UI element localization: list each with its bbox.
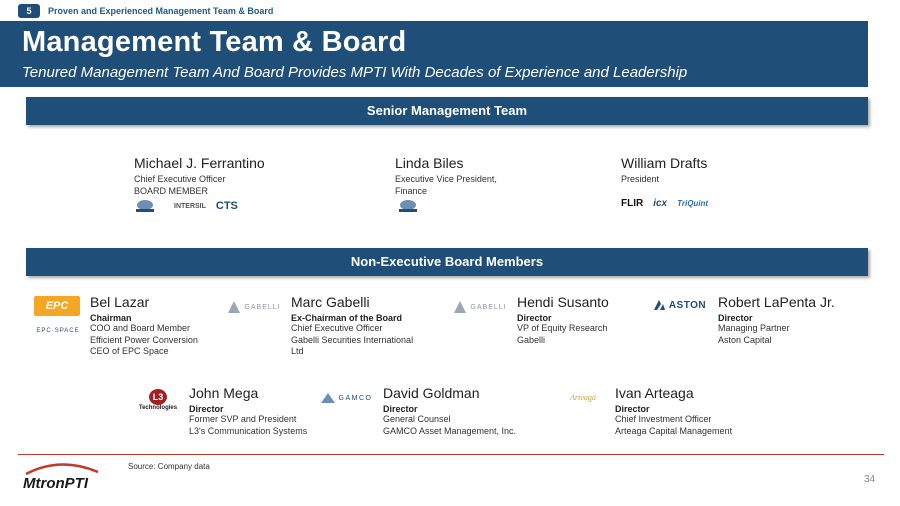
footer-divider: [18, 454, 884, 455]
person-name: David Goldman: [383, 385, 480, 401]
management-person-biles: [395, 155, 497, 197]
board-member-mega: [189, 385, 307, 437]
gamco-logo: GAMCO: [314, 389, 378, 407]
person-name: Marc Gabelli: [291, 294, 370, 310]
person-title: Executive Vice President,: [395, 174, 497, 184]
person-role: Ex-Chairman of the Board: [291, 313, 403, 323]
triquint-logo: TriQuint: [677, 199, 709, 208]
person-title: Finance: [395, 185, 428, 196]
person-title: Former SVP and President: [189, 414, 297, 424]
person-title: Gabelli: [517, 334, 546, 345]
page-title: Management Team & Board: [22, 26, 407, 58]
board-member-goldman: [383, 385, 516, 437]
person-name: Hendi Susanto: [517, 294, 609, 310]
person-title: Chief Executive Officer: [291, 323, 383, 333]
aston-mark-icon: [652, 299, 666, 311]
elta-logo: [134, 199, 156, 213]
person-role: Director: [615, 404, 650, 414]
flir-logo: FLIR: [621, 198, 644, 209]
management-person-ferrantino: [134, 155, 265, 197]
person-title: Chief Investment Officer: [615, 414, 712, 424]
board-member-lapenta: [718, 294, 835, 346]
person-title: Chief Executive Officer: [134, 174, 226, 184]
person-title: BOARD MEMBER: [134, 185, 209, 196]
page-subtitle: Tenured Management Team And Board Provides MPTI With Decades of Experience and Leadership: [22, 64, 688, 81]
board-member-gabelli: [291, 294, 413, 358]
section-tag: [18, 4, 273, 18]
person-role: Director: [383, 404, 418, 414]
person-name: John Mega: [189, 385, 259, 401]
person-name: Michael J. Ferrantino: [134, 155, 265, 171]
aston-logo: ASTON: [648, 296, 710, 314]
person-title: GAMCO Asset Management, Inc.: [383, 425, 517, 436]
gamco-mark-icon: [320, 392, 336, 404]
gabelli-logo: GABELLI: [448, 298, 512, 316]
arteaga-logo: Arteaga: [570, 392, 596, 402]
person-title: Arteaga Capital Management: [615, 425, 733, 436]
person-name: Bel Lazar: [90, 294, 150, 310]
epc-logo: EPC: [34, 296, 80, 316]
person-title: Gabelli Securities International: [291, 334, 414, 345]
person-name: William Drafts: [621, 155, 708, 171]
board-members-bar: Non-Executive Board Members: [26, 248, 868, 276]
gabelli-mark-icon: [453, 300, 467, 314]
board-member-susanto: [517, 294, 609, 346]
board-member-arteaga: [615, 385, 732, 437]
gabelli-logo: GABELLI: [222, 298, 286, 316]
section-label: Proven and Experienced Management Team & Board: [48, 6, 274, 16]
person-role: Director: [189, 404, 224, 414]
person-title: General Counsel: [383, 414, 451, 424]
person-title: CEO of EPC Space: [90, 346, 169, 356]
senior-management-bar: Senior Management Team: [26, 97, 868, 125]
person-title: Ltd: [291, 346, 304, 356]
drafts-logos: [621, 198, 708, 209]
epc-space-logo: EPC·SPACE: [36, 328, 80, 334]
icx-logo: icx: [653, 198, 668, 209]
page-number: 34: [864, 474, 876, 485]
ferrantino-logos: [134, 199, 238, 213]
person-title: COO and Board Member: [90, 323, 191, 333]
section-number: 5: [18, 4, 40, 18]
gabelli-mark-icon: [227, 300, 241, 314]
person-name: Ivan Arteaga: [615, 385, 694, 401]
cts-logo: CTS: [215, 200, 238, 212]
person-title: L3's Communication Systems: [189, 425, 308, 436]
person-role: Director: [718, 313, 753, 323]
person-title: Managing Partner: [718, 323, 790, 333]
person-title: President: [621, 174, 660, 184]
person-title: Aston Capital: [718, 334, 772, 345]
person-name: Linda Biles: [395, 155, 464, 171]
person-role: Chairman: [90, 313, 132, 323]
intersil-logo: INTERSIL: [174, 202, 206, 210]
board-member-lazar: [90, 294, 198, 358]
person-role: Director: [517, 313, 552, 323]
biles-logos: [397, 199, 419, 213]
source-note: Source: Company data: [128, 462, 210, 471]
management-person-drafts: [621, 155, 707, 186]
person-title: Efficient Power Conversion: [90, 334, 198, 345]
elta-logo: [397, 199, 419, 213]
svg-text:MtronPTI: MtronPTI: [23, 475, 88, 492]
l3-logo: L3 Technologies: [136, 386, 180, 414]
person-title: VP of Equity Research: [517, 323, 608, 333]
person-name: Robert LaPenta Jr.: [718, 294, 835, 310]
mtronpti-logo: [20, 458, 104, 498]
